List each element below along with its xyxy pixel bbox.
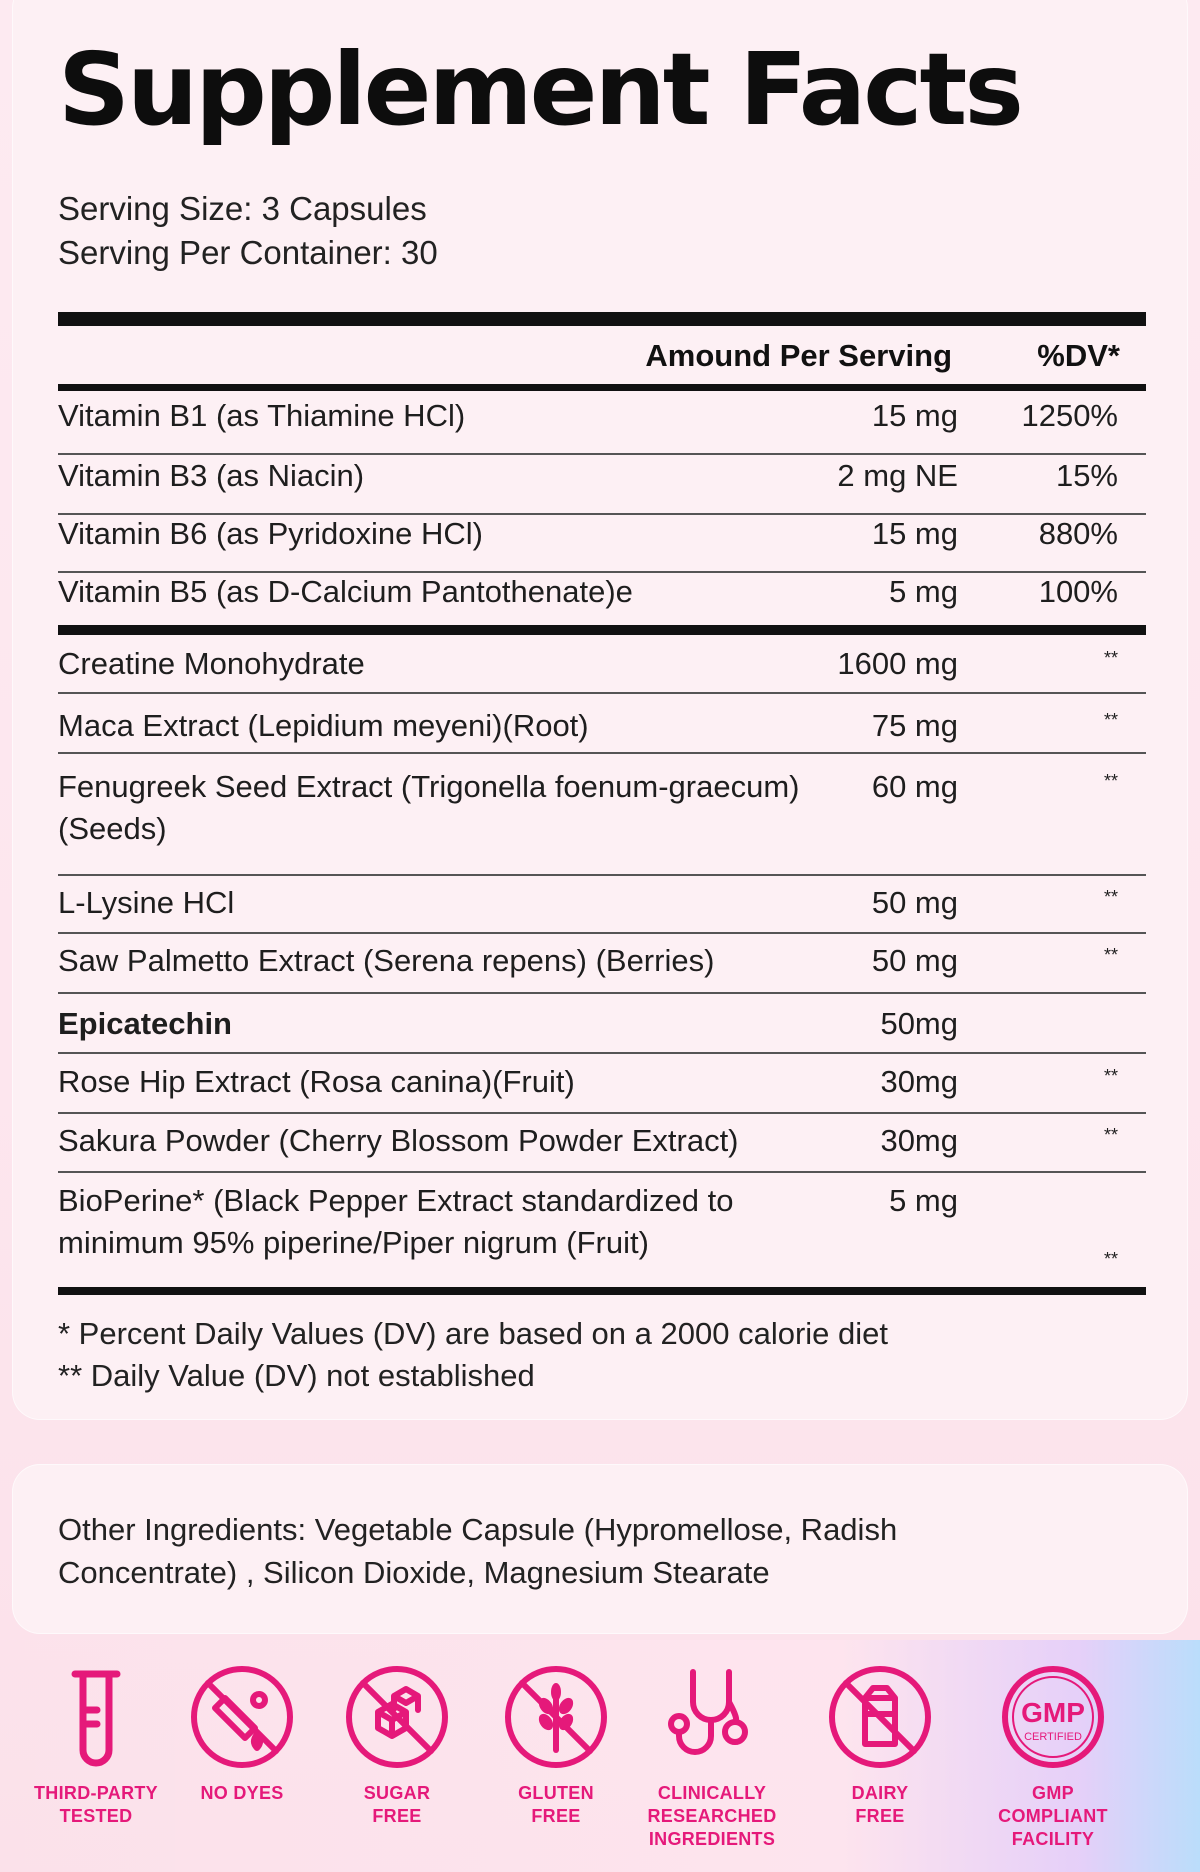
ingredient-dv: ** bbox=[1103, 1249, 1118, 1269]
ingredient-dv: ** bbox=[1103, 648, 1118, 668]
page-title: Supplement Facts bbox=[58, 31, 1021, 148]
badge-dairy-free bbox=[800, 1640, 960, 1828]
row-divider bbox=[58, 1052, 1146, 1054]
badge-gmp-facility bbox=[973, 1640, 1133, 1851]
ingredient-name: Rose Hip Extract (Rosa canina)(Fruit) bbox=[58, 1064, 575, 1099]
amount-header: Amound Per Serving bbox=[645, 338, 952, 373]
no-dyes-icon bbox=[187, 1662, 297, 1772]
ingredient-amount: 5 mg bbox=[889, 574, 958, 609]
sugar-free-icon bbox=[342, 1662, 452, 1772]
badge-label-line: RESEARCHED bbox=[647, 1806, 777, 1826]
ingredient-name: Fenugreek Seed Extract (Trigonella foenum-graecum)(Seeds) bbox=[58, 769, 800, 846]
ingredient-dv: ** bbox=[1103, 945, 1118, 965]
badges-strip bbox=[0, 1640, 1200, 1872]
ingredient-dv: ** bbox=[1103, 771, 1118, 791]
ingredient-name: Maca Extract (Lepidium meyeni)(Root) bbox=[58, 708, 589, 743]
ingredient-name: Creatine Monohydrate bbox=[58, 646, 365, 681]
ingredient-name: Vitamin B3 (as Niacin) bbox=[58, 458, 365, 493]
ingredient-dv: 1250% bbox=[1021, 398, 1118, 433]
badge-label-line: COMPLIANT bbox=[998, 1806, 1108, 1826]
ingredient-name: Vitamin B5 (as D-Calcium Pantothenate)e bbox=[58, 574, 633, 609]
top-rule bbox=[58, 312, 1146, 326]
ingredient-dv: 15% bbox=[1055, 458, 1118, 493]
ingredient-name: Vitamin B1 (as Thiamine HCl) bbox=[58, 398, 466, 433]
ingredient-dv: 100% bbox=[1038, 574, 1118, 609]
ingredient-name: BioPerine* (Black Pepper Extract standardized to minimum 95% piperine/Piper nigrum (Fruit) bbox=[58, 1183, 734, 1260]
header-rule bbox=[58, 384, 1146, 391]
badge-label-line: FACILITY bbox=[1011, 1829, 1095, 1849]
ingredient-dv: 880% bbox=[1038, 516, 1118, 551]
gluten-free-icon bbox=[501, 1662, 611, 1772]
badge-label-line: THIRD-PARTY bbox=[34, 1783, 158, 1803]
badge-label-line: SUGAR bbox=[363, 1783, 431, 1803]
ingredient-amount: 15 mg bbox=[871, 398, 958, 433]
footnote-not-established: ** Daily Value (DV) not established bbox=[58, 1358, 535, 1393]
ingredient-name: Sakura Powder (Cherry Blossom Powder Extract) bbox=[58, 1123, 739, 1158]
ingredient-amount: 50 mg bbox=[871, 885, 958, 920]
badge-label-line: FREE bbox=[531, 1806, 581, 1826]
badge-clinically-researched bbox=[632, 1640, 792, 1851]
ingredient-name: Vitamin B6 (as Pyridoxine HCl) bbox=[58, 516, 483, 551]
vitamins-rule bbox=[58, 625, 1146, 635]
gmp-seal-icon bbox=[998, 1662, 1108, 1772]
ingredient-amount: 5 mg bbox=[889, 1183, 958, 1218]
badge-label-line: FREE bbox=[372, 1806, 422, 1826]
ingredient-amount: 1600 mg bbox=[837, 646, 958, 681]
ingredient-amount: 30mg bbox=[880, 1064, 958, 1099]
stethoscope-icon bbox=[657, 1662, 767, 1772]
badge-label-line: INGREDIENTS bbox=[648, 1829, 776, 1849]
ingredient-amount: 50 mg bbox=[871, 943, 958, 978]
ingredient-amount: 30mg bbox=[880, 1123, 958, 1158]
badge-label-line: FREE bbox=[855, 1806, 905, 1826]
badge-label-line: DAIRY bbox=[851, 1783, 909, 1803]
badge-label-line: GLUTEN bbox=[518, 1783, 594, 1803]
footnote-dv: * Percent Daily Values (DV) are based on a 2000 calorie diet bbox=[58, 1316, 888, 1351]
ingredient-amount: 75 mg bbox=[871, 708, 958, 743]
badge-label-line: TESTED bbox=[59, 1806, 133, 1826]
badge-label-line: GMP bbox=[1032, 1783, 1074, 1803]
row-divider bbox=[58, 932, 1146, 934]
ingredient-name: L-Lysine HCl bbox=[58, 885, 235, 920]
badge-gluten-free bbox=[476, 1640, 636, 1828]
servings-value: 30 bbox=[401, 234, 438, 271]
ingredient-dv: ** bbox=[1103, 887, 1118, 907]
dairy-free-icon bbox=[825, 1662, 935, 1772]
row-divider bbox=[58, 752, 1146, 754]
ingredient-amount: 2 mg NE bbox=[837, 458, 958, 493]
ingredient-amount: 60 mg bbox=[871, 769, 958, 804]
row-divider bbox=[58, 692, 1146, 694]
gmp-seal-text: GMP bbox=[1021, 1697, 1085, 1728]
other-ingredients: Other Ingredients: Vegetable Capsule (Hypromellose, Radish Concentrate) , Silicon Dioxide, Magnesium Stearate bbox=[58, 1512, 898, 1590]
ingredient-name: Epicatechin bbox=[58, 1006, 232, 1041]
row-divider bbox=[58, 992, 1146, 994]
row-divider bbox=[58, 1112, 1146, 1114]
serving-size: Serving Size: 3 Capsules bbox=[58, 190, 427, 227]
bottom-rule bbox=[58, 1287, 1146, 1295]
servings-per-container bbox=[58, 236, 438, 269]
ingredient-dv: ** bbox=[1103, 1125, 1118, 1145]
badge-label-line: CLINICALLY bbox=[657, 1783, 767, 1803]
row-divider bbox=[58, 874, 1146, 876]
badge-label-line: NO DYES bbox=[200, 1783, 284, 1803]
ingredient-dv: ** bbox=[1103, 710, 1118, 730]
gmp-seal-certified: CERTIFIED bbox=[1024, 1731, 1082, 1743]
row-divider bbox=[58, 1171, 1146, 1173]
test-tube-icon bbox=[41, 1662, 151, 1772]
ingredient-amount: 50mg bbox=[880, 1006, 958, 1041]
dv-header: %DV* bbox=[1037, 338, 1120, 373]
ingredient-amount: 15 mg bbox=[871, 516, 958, 551]
ingredient-dv: ** bbox=[1103, 1066, 1118, 1086]
badge-no-dyes bbox=[162, 1640, 322, 1805]
badge-sugar-free bbox=[317, 1640, 477, 1828]
ingredient-name: Saw Palmetto Extract (Serena repens) (Berries) bbox=[58, 943, 715, 978]
servings-label: Serving Per Container: bbox=[58, 234, 392, 271]
badge-third-party-tested bbox=[16, 1640, 176, 1828]
